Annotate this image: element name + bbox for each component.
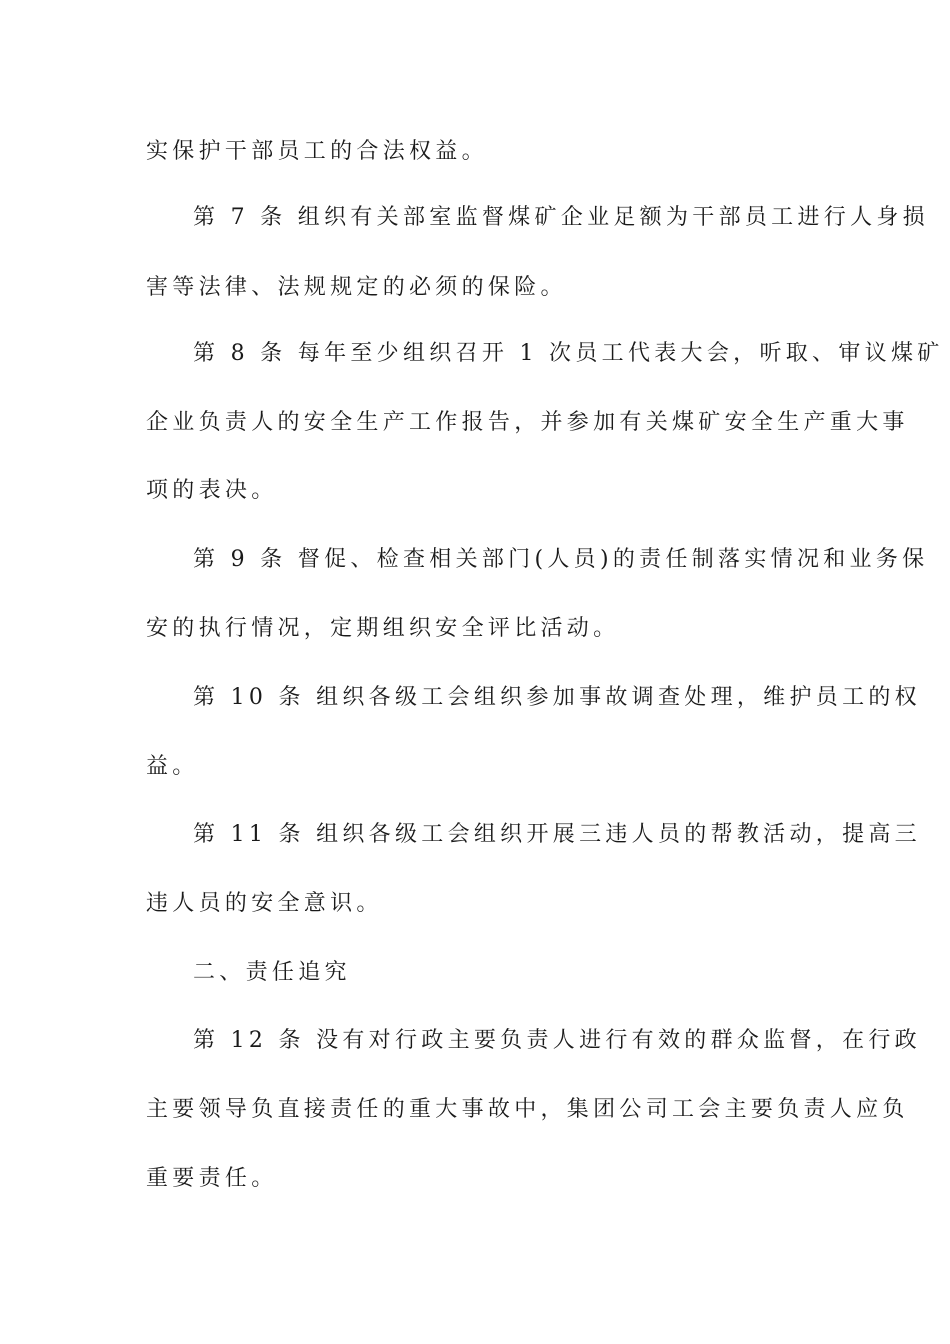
section-heading: 二、责任追究 [193, 960, 351, 985]
article-11-line: 第 11 条 组织各级工会组织开展三违人员的帮教活动，提高三 [193, 822, 921, 847]
paragraph-line: 主要领导负直接责任的重大事故中，集团公司工会主要负责人应负 [146, 1097, 909, 1122]
article-8-line: 第 8 条 每年至少组织召开 1 次员工代表大会，听取、审议煤矿 [193, 341, 944, 366]
paragraph-line: 安的执行情况，定期组织安全评比活动。 [146, 616, 620, 641]
paragraph-line: 害等法律、法规规定的必须的保险。 [146, 275, 567, 300]
paragraph-line: 违人员的安全意识。 [146, 891, 383, 916]
article-9-line: 第 9 条 督促、检查相关部门(人员)的责任制落实情况和业务保 [193, 547, 929, 572]
paragraph-line: 实保护干部员工的合法权益。 [146, 139, 488, 164]
article-12-line: 第 12 条 没有对行政主要负责人进行有效的群众监督，在行政 [193, 1028, 921, 1053]
article-7-line: 第 7 条 组织有关部室监督煤矿企业足额为干部员工进行人身损 [193, 205, 929, 230]
paragraph-line: 企业负责人的安全生产工作报告，并参加有关煤矿安全生产重大事 [146, 410, 909, 435]
article-10-line: 第 10 条 组织各级工会组织参加事故调查处理，维护员工的权 [193, 685, 921, 710]
paragraph-line: 益。 [146, 754, 199, 779]
paragraph-line: 项的表决。 [146, 478, 278, 503]
paragraph-line: 重要责任。 [146, 1166, 278, 1191]
